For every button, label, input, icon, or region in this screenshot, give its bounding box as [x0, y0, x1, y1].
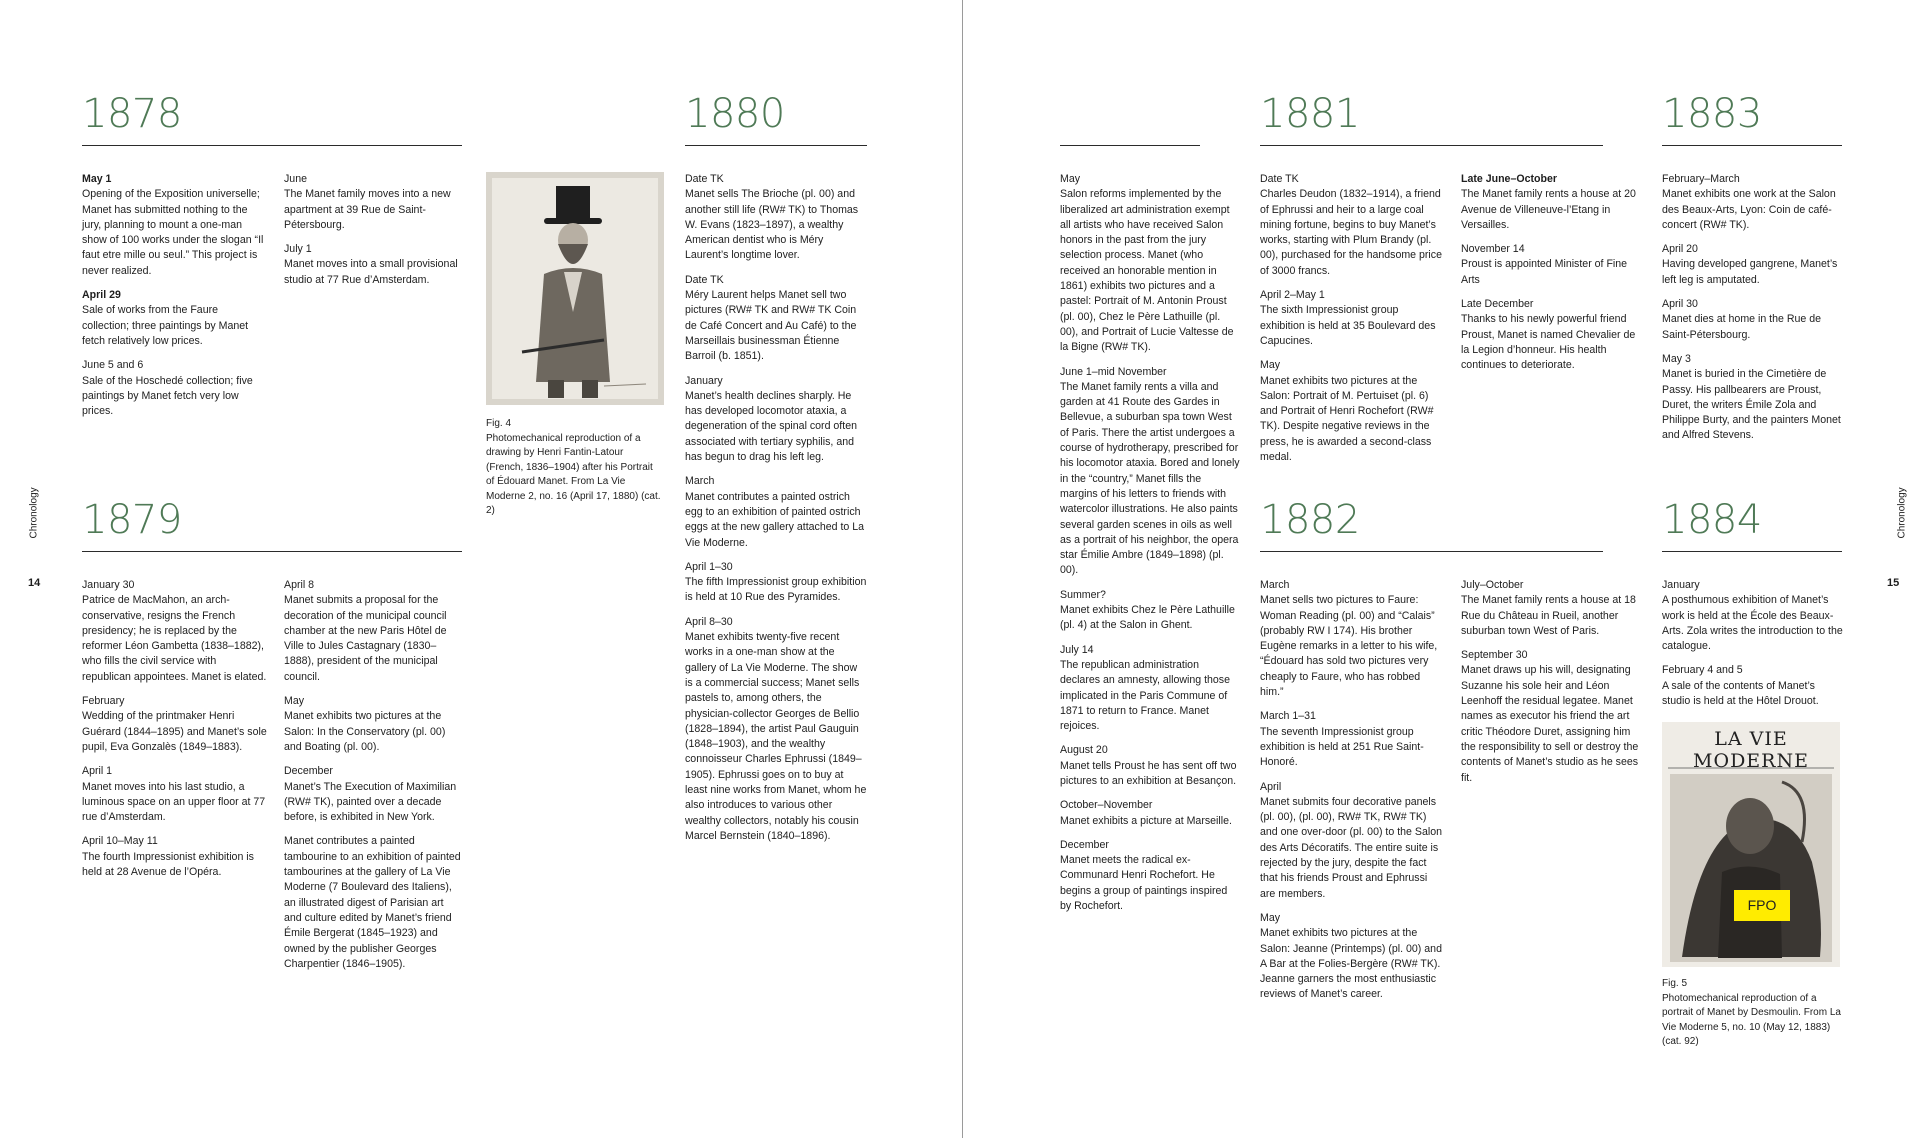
- entry-date: October–November: [1060, 799, 1153, 812]
- chronology-entry: [1060, 743, 1240, 789]
- entry-text: Manet exhibits two pictures at the Salon: In the Conservatory (pl. 00) and Boating (pl. 00).: [284, 710, 446, 753]
- entry-text: Manet moves into his last studio, a luminous space on an upper floor at 77 rue d’Amsterdam.: [82, 780, 266, 824]
- chronology-entry: [82, 834, 267, 880]
- entry-date: April 29: [82, 289, 121, 302]
- entry-text: Manet submits a proposal for the decoration of the municipal council chamber at the new Paris Hôtel de Ville to Jules Castagnary (1830–1888), president of the municipal council.: [284, 594, 447, 683]
- entry-text: Manet sells two pictures to Faure: Woman Reading (pl. 00) and “Calais” (probably RW I 174). His brother Eugène remarks in a letter to his wife, “Édouard has sold two pictures very cheaply to Faure, who has robbed him.”: [1260, 594, 1438, 699]
- entry-text: Manet’s health declines sharply. He has developed locomotor ataxia, a degeneration of the spinal cord often associated with tertiary syphilis, and has begun to drag his left leg.: [685, 389, 857, 464]
- entry-date: January: [1662, 579, 1700, 591]
- entry-date: May 3: [1662, 352, 1691, 365]
- chronology-entry: [1060, 365, 1240, 579]
- figure-4-caption-text: Photomechanical reproduction of a drawing by Henri Fantin-Latour (French, 1836–1904) after his Portrait of Édouard Manet. From La Vie Moderne 2, no. 16 (April 17, 1880) (cat. 2): [486, 432, 661, 516]
- entry-date: Date TK: [1260, 173, 1299, 185]
- chronology-entry: [685, 172, 867, 264]
- entry-text: Manet exhibits one work at the Salon des Beaux-Arts, Lyon: Coin de café-concert (RW# TK).: [1662, 188, 1836, 231]
- entry-text: Manet contributes a painted ostrich egg to an exhibition of painted ostrich eggs at the new gallery attached to La Vie Moderne.: [685, 490, 865, 549]
- chronology-entry: [1461, 172, 1646, 233]
- entries-1884-col: [1662, 578, 1845, 718]
- entry-text: Manet exhibits Chez le Père Lathuille (pl. 4) at the Salon in Ghent.: [1060, 604, 1235, 632]
- entry-text: Thanks to his newly powerful friend Proust, Manet is named Chevalier de la Legion d’honneur. His health continues to deteriorate.: [1461, 313, 1636, 372]
- entry-date: June 1–mid November: [1060, 365, 1167, 378]
- entries-1883-col: [1662, 172, 1845, 453]
- entry-date: February–March: [1662, 173, 1740, 185]
- entry-date: February: [82, 695, 125, 708]
- year-rule-1883: [1662, 145, 1842, 146]
- entry-text: Manet submits four decorative panels (pl. 00), (pl. 00), RW# TK, RW# TK) and one over-door (pl. 00) to the Salon des Arts Décoratifs. The entire suite is rejected by the jury, despite the fact that his friends Proust and Ephrussi are members.: [1260, 795, 1442, 900]
- entries-1879-col-2: [284, 578, 464, 981]
- chronology-entry: [1662, 242, 1845, 288]
- entry-text: Charles Deudon (1832–1914), a friend of Ephrussi and heir to a large coal mining fortune, begins to buy Manet’s works, starting with Plum Brandy (pl. 00), purchased for the handsome price of 3000 francs.: [1260, 188, 1442, 277]
- entry-date: September 30: [1461, 649, 1528, 662]
- fpo-placeholder-badge: FPO: [1734, 890, 1790, 921]
- entry-date: April 1–30: [685, 560, 733, 573]
- entry-text: Sale of the Hoschedé collection; five paintings by Manet fetch very low prices.: [82, 374, 253, 418]
- chronology-entry: [284, 694, 464, 755]
- entry-date: May: [284, 695, 305, 708]
- running-side-label: Chronology: [28, 487, 40, 539]
- chronology-entry: [82, 172, 267, 279]
- entry-date: April 20: [1662, 243, 1698, 256]
- chronology-entry: [284, 834, 464, 972]
- entry-date: July 14: [1060, 643, 1094, 656]
- chronology-entry: [1461, 648, 1646, 786]
- entry-date: May 1: [82, 173, 112, 185]
- chronology-entry: [82, 578, 267, 685]
- chronology-entry: [1461, 242, 1646, 288]
- entry-text: Manet draws up his will, designating Suzanne his sole heir and Léon Leenhoff the residual legatee. Manet names as executor his friend the art critic Théodore Duret, assigning him the responsibility to sell or destroy the contents of Manet’s studio as he sees fit.: [1461, 664, 1639, 784]
- entries-1881-col-2: [1461, 172, 1646, 383]
- page-number: 15: [1887, 577, 1900, 589]
- chronology-entry: [1260, 780, 1445, 902]
- entry-text: Manet exhibits a picture at Marseille.: [1060, 814, 1232, 827]
- chronology-entry: [1060, 172, 1240, 356]
- magazine-masthead: LA VIE MODERNE: [1693, 728, 1809, 772]
- entry-text: Méry Laurent helps Manet sell two pictures (RW# TK and RW# TK Coin de Café Concert and Au Café) to the Marseillais businessman Étienne Barroil (b. 1851).: [685, 289, 857, 363]
- entry-text: Opening of the Exposition universelle; Manet has submitted nothing to the jury, planning to mount a one-man show of 100 works under the slogan “Il faut etre mille ou seul.” This project is never realized.: [82, 188, 264, 277]
- chronology-entry: [1060, 588, 1240, 634]
- year-rule-1884: [1662, 551, 1842, 552]
- chronology-entry: [1662, 663, 1845, 709]
- entry-date: June 5 and 6: [82, 359, 144, 372]
- page-number: 14: [28, 577, 41, 589]
- left-page: [0, 0, 962, 1138]
- figure-4-label: Fig. 4: [486, 418, 512, 429]
- entry-date: December: [1060, 838, 1109, 851]
- entry-date: Date TK: [685, 273, 724, 286]
- chronology-entry: [82, 694, 267, 755]
- entry-text: A sale of the contents of Manet’s studio is held at the Hôtel Drouot.: [1662, 679, 1819, 708]
- entry-text: Manet tells Proust he has sent off two pictures to an exhibition at Besançon.: [1060, 759, 1237, 787]
- chronology-entry: [685, 560, 867, 606]
- entry-text: The sixth Impressionist group exhibition is held at 35 Boulevard des Capucines.: [1260, 304, 1436, 347]
- year-rule-1880: [685, 145, 867, 146]
- chronology-entry: [685, 474, 867, 550]
- chronology-entry: [1461, 578, 1646, 639]
- chronology-entry: [284, 578, 464, 685]
- portrait-drawing-illustration: [486, 172, 664, 405]
- running-side-label: Chronology: [1896, 487, 1908, 539]
- entry-text: The republican administration declares an amnesty, allowing those implicated in the Paris Commune of 1871 to return to France. Manet rejoices.: [1060, 658, 1230, 733]
- entry-text: Manet’s The Execution of Maximilian (RW# TK), painted over a decade before, is exhibited in New York.: [284, 780, 457, 824]
- entries-1880-continued: [1060, 172, 1240, 923]
- year-heading-1880: 1880: [685, 91, 785, 137]
- chronology-entry: [1260, 911, 1445, 1003]
- entry-date: April 10–May 11: [82, 835, 158, 848]
- chronology-entry: [284, 172, 464, 233]
- chronology-entry: [1260, 358, 1445, 465]
- year-heading-1879: 1879: [82, 497, 182, 543]
- chronology-entry: [685, 615, 867, 844]
- entry-date: August 20: [1060, 744, 1108, 757]
- chronology-entry: [1662, 352, 1845, 444]
- entry-date: Summer?: [1060, 588, 1106, 601]
- entry-text: Manet dies at home in the Rue de Saint-Pétersbourg.: [1662, 313, 1822, 341]
- entry-date: April 1: [82, 765, 113, 778]
- entry-date: July–October: [1461, 579, 1524, 591]
- right-page: [962, 0, 1925, 1138]
- entry-text: Manet exhibits two pictures at the Salon: Jeanne (Printemps) (pl. 00) and A Bar at the Folies-Bergère (RW# TK). Jeanne garners the most enthusiastic reviews of Manet’s career.: [1260, 927, 1442, 1001]
- chronology-entry: [1260, 578, 1445, 700]
- entries-1879-col-1: [82, 578, 267, 889]
- chronology-entry: [1260, 709, 1445, 770]
- chronology-entry: [1260, 172, 1445, 279]
- year-heading-1882: 1882: [1260, 497, 1360, 543]
- entry-text: Manet sells The Brioche (pl. 00) and another still life (RW# TK) to Thomas W. Evans (1823–1897), a wealthy American dentist who is Méry Laurent’s longtime lover.: [685, 188, 859, 262]
- chronology-entry: [1662, 172, 1845, 233]
- chronology-entry: [284, 242, 464, 288]
- figure-4-image: [486, 172, 664, 405]
- entries-1878-col-2: [284, 172, 464, 297]
- entry-text: The Manet family rents a house at 18 Rue du Château in Rueil, another suburban town West of Paris.: [1461, 594, 1636, 637]
- figure-5-image: [1662, 722, 1840, 967]
- entry-text: The seventh Impressionist group exhibition is held at 251 Rue Saint-Honoré.: [1260, 725, 1424, 769]
- entry-date: May: [1060, 173, 1081, 185]
- entry-text: Sale of works from the Faure collection; three paintings by Manet fetch relatively low prices.: [82, 304, 249, 347]
- chronology-entry: [685, 374, 867, 466]
- year-rule-1879: [82, 551, 462, 552]
- entry-date: January: [685, 374, 723, 387]
- entry-date: Late June–October: [1461, 173, 1557, 185]
- entry-text: The Manet family rents a house at 20 Avenue de Villeneuve-l’Etang in Versailles.: [1461, 188, 1636, 231]
- chronology-entry: [82, 358, 267, 419]
- entry-date: February 4 and 5: [1662, 664, 1743, 677]
- entry-date: January 30: [82, 579, 135, 591]
- year-heading-1883: 1883: [1662, 91, 1762, 137]
- entries-1878-col-1: [82, 172, 267, 428]
- entries-1882-col-2: [1461, 578, 1646, 795]
- entry-text: Manet moves into a small provisional studio at 77 Rue d’Amsterdam.: [284, 258, 458, 286]
- entry-date: March 1–31: [1260, 710, 1316, 723]
- chronology-entry: [1060, 838, 1240, 914]
- entry-date: March: [685, 475, 715, 488]
- entry-date: March: [1260, 579, 1290, 591]
- year-rule-1878: [82, 145, 462, 146]
- figure-5-caption-text: Photomechanical reproduction of a portrait of Manet by Desmoulin. From La Vie Moderne 5, no. 10 (May 12, 1883) (cat. 92): [1662, 992, 1841, 1047]
- entry-text: The Manet family moves into a new apartment at 39 Rue de Saint-Pétersbourg.: [284, 188, 451, 231]
- entry-date: April 8: [284, 579, 315, 591]
- entry-date: July 1: [284, 243, 312, 256]
- chronology-entry: [1260, 288, 1445, 349]
- entries-1882-col-1: [1260, 578, 1445, 1012]
- chronology-entry: [284, 764, 464, 825]
- year-rule-1882: [1260, 551, 1603, 552]
- year-rule-1880-cont: [1060, 145, 1200, 146]
- entry-text: A posthumous exhibition of Manet’s work is held at the École des Beaux-Arts. Zola writes the introduction to the catalogue.: [1662, 594, 1843, 653]
- chronology-entry: [82, 764, 267, 825]
- entry-date: April 2–May 1: [1260, 289, 1325, 302]
- figure-5-caption: [1662, 977, 1844, 1050]
- chronology-entry: [1060, 798, 1240, 829]
- entry-text: Salon reforms implemented by the liberalized art administration exempt all artists who have received Salon honors in the past from the jury selection process. Manet (who received an honorable mention in 1861) exhibits two pictures and a pastel: Portrait of M. Antonin Proust (pl. 00), Chez le Père Lathuille (pl. 00), and Portrait of Lucie Valtesse de la Bigne (RW# TK).: [1060, 188, 1234, 354]
- chronology-entry: [82, 288, 267, 349]
- entry-date: April: [1260, 780, 1282, 793]
- entry-date: Late December: [1461, 298, 1534, 311]
- year-heading-1878: 1878: [82, 91, 182, 137]
- entry-text: The Manet family rents a villa and garden at 41 Route des Gardes in Bellevue, a suburban spa town West of Paris. There the artist undergoes a course of hydrotherapy, prescribed for his locomotor ataxia. Bored and lonely in the “country,” Manet fills the margins of his letters to friends with watercolor illustrations. He also paints several garden scenes in oils as well as a portrait of his neighbor, the opera star Émilie Ambre (1849–1898) (pl. 00).: [1060, 380, 1240, 577]
- entry-text: Manet contributes a painted tambourine to an exhibition of painted tambourines at the gallery of La Vie Moderne (7 Boulevard des Italiens), an illustrated digest of Parisian art and culture edited by Manet’s friend Émile Bergerat (1845–1923) and owned by the publisher Georges Charpentier (1846–1905).: [284, 835, 461, 970]
- entry-text: Proust is appointed Minister of Fine Arts: [1461, 258, 1628, 286]
- chronology-entry: [1662, 297, 1845, 343]
- entry-date: May: [1260, 911, 1281, 924]
- chronology-entry: [685, 273, 867, 365]
- entry-text: The fourth Impressionist exhibition is held at 28 Avenue de l’Opéra.: [82, 850, 254, 879]
- year-heading-1884: 1884: [1662, 497, 1762, 543]
- entry-date: November 14: [1461, 243, 1525, 256]
- entry-text: Manet exhibits twenty-five recent works in a one-man show at the gallery of La Vie Moderne. The show is a commercial success; Manet sells pastels to, among others, the physician-collector Georges de Bellio (1828–1894), the artist Paul Gauguin (1848–1903), and the wealthy connoisseur Charles Ephrussi (1849–1905). Ephrussi goes on to buy at least nine works from Manet, whom he also introduces to various other wealthy collectors, notably his cousin Marcel Bernstein (1840–1896).: [685, 631, 867, 842]
- chronology-entry: [1662, 578, 1845, 654]
- entry-text: Manet meets the radical ex-Communard Henri Rochefort. He begins a group of paintings inspired by Rochefort.: [1060, 854, 1228, 913]
- chronology-entry: [1060, 643, 1240, 735]
- entries-1881-col-1: [1260, 172, 1445, 474]
- entry-text: The fifth Impressionist group exhibition is held at 10 Rue des Pyramides.: [685, 576, 867, 604]
- entries-1880-col: [685, 172, 867, 853]
- entry-date: December: [284, 765, 333, 778]
- year-heading-1881: 1881: [1260, 91, 1360, 137]
- entry-date: May: [1260, 359, 1281, 372]
- entry-text: Manet exhibits two pictures at the Salon: Portrait of M. Pertuiset (pl. 6) and Portrait of Henri Rochefort (RW# TK). Despite negative reviews in the press, he is awarded a second-class medal.: [1260, 374, 1434, 464]
- entry-date: April 8–30: [685, 615, 733, 628]
- chronology-entry: [1461, 297, 1646, 373]
- year-rule-1881: [1260, 145, 1603, 146]
- entry-text: Having developed gangrene, Manet’s left leg is amputated.: [1662, 258, 1838, 286]
- entry-text: Wedding of the printmaker Henri Guérard (1844–1895) and Manet’s sole pupil, Eva Gonzalès (1849–1883).: [82, 710, 267, 753]
- entry-text: Manet is buried in the Cimetière de Passy. His pallbearers are Proust, Duret, the writers Émile Zola and Philippe Burty, and the painters Monet and Alfred Stevens.: [1662, 368, 1841, 442]
- figure-4-caption: [486, 417, 662, 519]
- entry-text: Patrice de MacMahon, an arch-conservative, resigns the French presidency; he is replaced by the reformer Léon Gambetta (1838–1882), who fills the civil service with republican appointees. Manet is elated.: [82, 594, 267, 683]
- figure-5-label: Fig. 5: [1662, 978, 1688, 989]
- entry-date: Date TK: [685, 173, 724, 185]
- entry-date: April 30: [1662, 298, 1698, 311]
- entry-date: June: [284, 173, 307, 185]
